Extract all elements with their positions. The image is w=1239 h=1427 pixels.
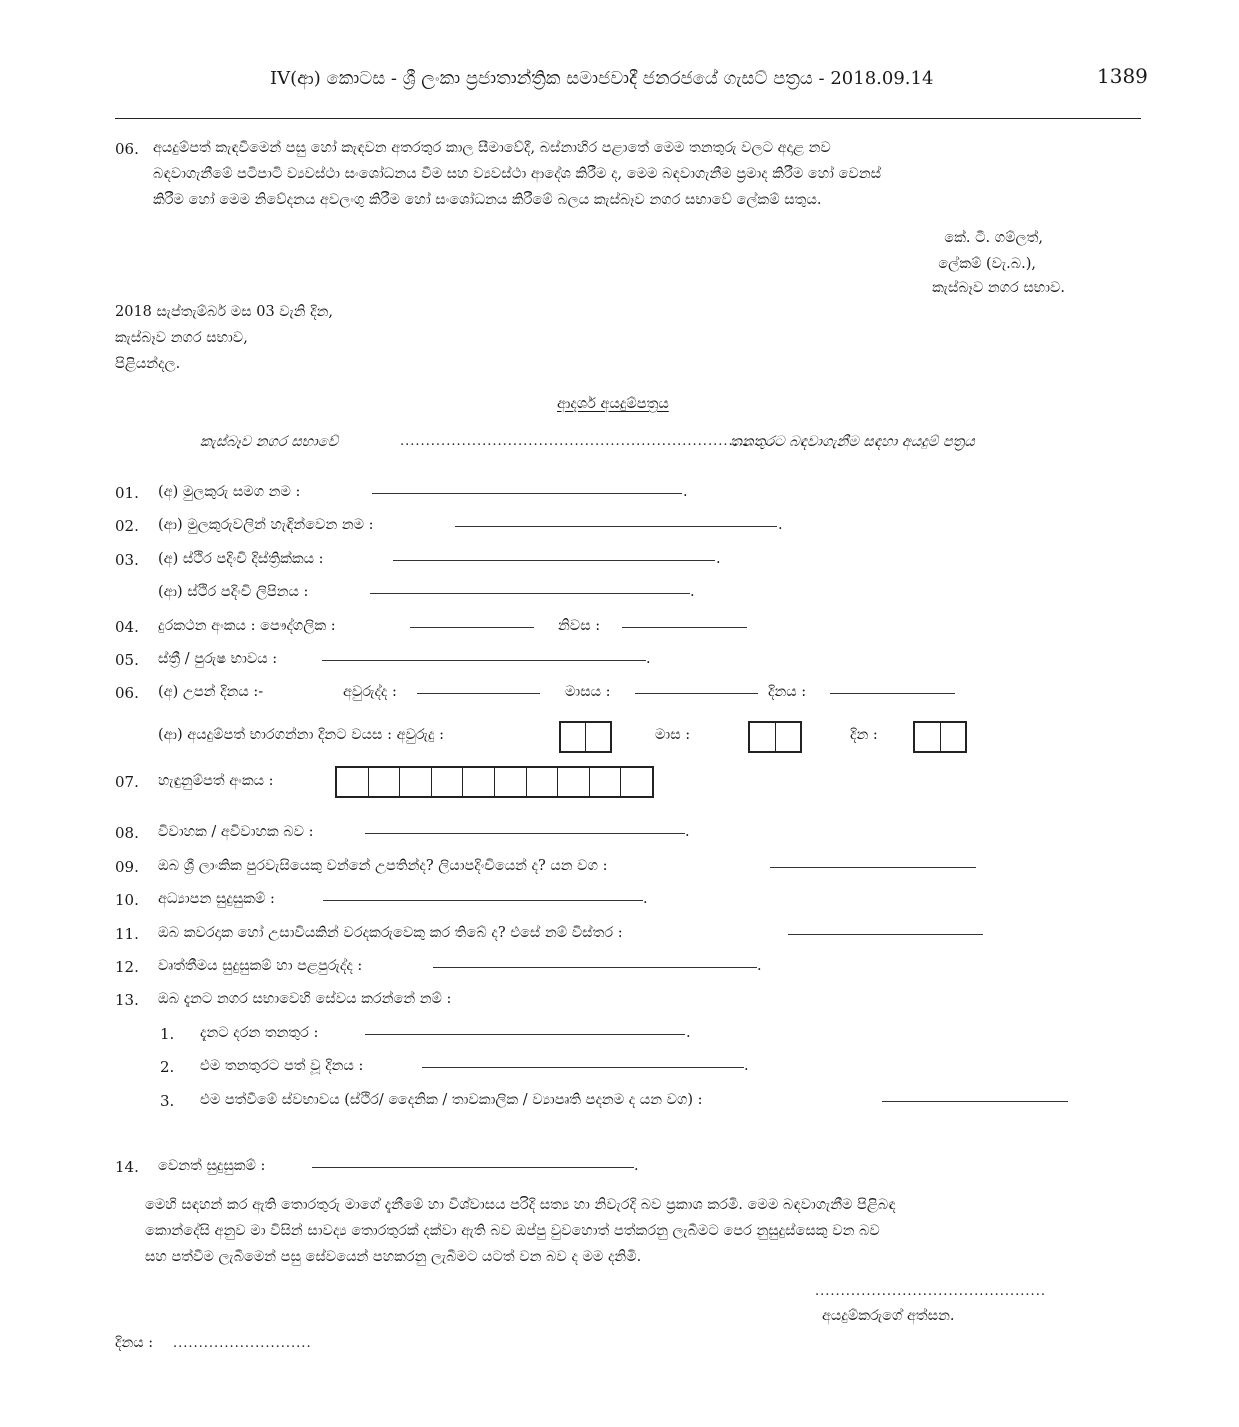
field-05-label: ස්ත්‍රී / පුරුෂ භාවය : xyxy=(158,651,278,667)
clause-06-text xyxy=(153,135,1143,213)
clause-06-number: 06. xyxy=(115,140,139,158)
field-06a-year-label: අවුරුද්ද : xyxy=(343,684,397,700)
field-12-line[interactable] xyxy=(433,967,757,968)
signatory-designation: ලේකම් (වැ.බ.), xyxy=(938,256,1036,272)
field-14-label: වෙනත් සුදුසුකම් : xyxy=(158,1158,266,1174)
field-03a-label: (අ) ස්ථිර පදිංචි දිස්ත්‍රික්කය : xyxy=(158,551,324,567)
field-11-line[interactable] xyxy=(788,934,983,935)
page-number: 1389 xyxy=(1097,64,1148,88)
field-04-personal-line[interactable] xyxy=(410,627,534,628)
clause-06-line: කිරීම හෝ මෙම නිවේදනය අවලංගු කිරීම හෝ සංශෝධනය කිරීමේ බලය කැස්බෑව නගර සභාවේ ලේකම් සතුය. xyxy=(153,192,822,208)
field-13-2-label: එම තනතුරට පත් වූ දිනය : xyxy=(200,1058,364,1074)
field-14-line[interactable] xyxy=(312,1167,634,1168)
form-subtitle-dots: .......................................................................... xyxy=(400,434,780,449)
field-05-number: 05. xyxy=(115,651,139,669)
field-06b-day-label: දින : xyxy=(850,727,878,743)
signatory-name: කේ. ටී. ගම්ලත්, xyxy=(944,230,1043,246)
field-13-1-number: 1. xyxy=(160,1025,175,1043)
signature-label: අයදුම්කරුගේ අත්සන. xyxy=(822,1308,955,1324)
field-06b-month-label: මාස : xyxy=(655,727,691,743)
field-09-line[interactable] xyxy=(770,867,976,868)
field-08-line[interactable] xyxy=(365,833,685,834)
issue-town: පිළියන්දල. xyxy=(115,356,181,372)
field-13-2-number: 2. xyxy=(160,1058,175,1076)
form-subtitle-right: තනතුරට බඳවාගැනීම සඳහා අයදුම් පත්‍රය xyxy=(730,434,975,450)
field-05-line[interactable] xyxy=(322,660,646,661)
declaration-text xyxy=(145,1192,1141,1270)
field-07-number: 07. xyxy=(115,773,139,791)
declaration-line: මෙහි සඳහන් කර ඇති තොරතුරු මාගේ දැනීමේ හා විශ්වාසය පරිදි සත්‍ය හා නිවැරදි බව ප්‍රකාශ කරමි. මෙම බඳවාගැනීම පිළිබඳ xyxy=(145,1197,896,1213)
field-13-3-line[interactable] xyxy=(882,1101,1068,1102)
gazette-header-title: IV(ආ) කොටස - ශ්‍රී ලංකා ප්‍රජාතාන්ත්‍රික සමාජවාදී ජනරජයේ ගැසට් පත්‍රය - 2018.09.14 xyxy=(270,68,934,89)
field-06a-label: (අ) උපන් දිනය :- xyxy=(158,684,264,700)
field-09-label: ඔබ ශ්‍රී ලාංකික පුරවැසියෙකු වන්නේ උපතින්ද? ලියාපදිංචියෙන් ද? යන වග : xyxy=(158,858,608,874)
field-06a-month-label: මාසය : xyxy=(565,684,611,700)
field-01-label: (අ) මුලකුරු සමග නම : xyxy=(158,484,301,500)
age-years-boxes[interactable] xyxy=(559,721,612,753)
age-months-boxes[interactable] xyxy=(748,721,802,753)
field-04-number: 04. xyxy=(115,618,139,636)
field-10-label: අධ්‍යාපන සුදුසුකම් : xyxy=(158,891,275,907)
field-09-number: 09. xyxy=(115,858,139,876)
field-04-label: දුරකථන අංකය : පෞද්ගලික : xyxy=(158,618,336,634)
field-02-number: 02. xyxy=(115,517,139,535)
field-13-number: 13. xyxy=(115,991,139,1009)
field-06-number: 06. xyxy=(115,684,139,702)
form-subtitle-left: කැස්බෑව නගර සභාවේ xyxy=(200,434,339,450)
age-days-boxes[interactable] xyxy=(913,721,967,753)
field-06a-day-line[interactable] xyxy=(830,693,955,694)
declaration-line: කොන්දේසි අනුව මා විසින් සාවද්‍ය තොරතුරක් දක්වා ඇති බව ඔප්පු වුවහොත් පත්කරනු ලැබීමට පෙර නුසුදුස්සෙකු වන බව xyxy=(145,1223,880,1239)
declaration-line: සහ පත්වීම ලැබීමෙන් පසු සේවයෙන් පහකරනු ලැබීමට යටත් වන බව ද මම දනිමි. xyxy=(145,1249,642,1265)
field-06a-day-label: දිනය : xyxy=(768,684,807,700)
field-03-number: 03. xyxy=(115,551,139,569)
field-11-number: 11. xyxy=(115,925,139,943)
date-dots[interactable]: ........................... xyxy=(173,1336,312,1351)
field-04-home-line[interactable] xyxy=(622,627,747,628)
field-11-label: ඔබ කවරදාක හෝ උසාවියකින් වරදකරුවෙකු කර තිබේ ද? එසේ නම් විස්තර : xyxy=(158,925,623,941)
field-13-1-label: දැනට දරන තනතුර : xyxy=(200,1025,319,1041)
clause-06-line: බඳවාගැනීමේ පටිපාටි ව්‍යවස්ථා සංශෝධනය වීම සහ ව්‍යවස්ථා ආදේශ කිරීම ද, මෙම බඳවාගැනීම ප්‍රමාද කිරීම හෝ වෙනස් xyxy=(153,166,882,182)
field-12-label: වෘත්තීමය සුදුසුකම් හා පළපුරුද්ද : xyxy=(158,958,363,974)
field-13-3-number: 3. xyxy=(160,1092,175,1110)
field-06a-year-line[interactable] xyxy=(417,693,540,694)
nic-number-boxes[interactable] xyxy=(335,766,654,798)
field-03b-label: (ආ) ස්ථිර පදිංචි ලිපිනය : xyxy=(158,584,309,600)
date-label: දිනය : xyxy=(115,1335,154,1351)
issue-office: කැස්බෑව නගර සභාව, xyxy=(115,330,248,346)
field-01-number: 01. xyxy=(115,484,139,502)
issue-date: 2018 සැප්තැම්බර් මස 03 වැනි දින, xyxy=(115,304,333,320)
field-13-1-line[interactable] xyxy=(365,1034,685,1035)
form-heading: ආදර්ශ අයදුම්පත්‍රය xyxy=(557,396,669,412)
field-03b-line[interactable] xyxy=(370,593,690,594)
field-13-2-line[interactable] xyxy=(422,1067,744,1068)
field-02-line[interactable] xyxy=(455,526,777,527)
signatory-office: කැස්බෑව නගර සභාව. xyxy=(932,280,1065,296)
field-03a-line[interactable] xyxy=(393,560,715,561)
field-06a-month-line[interactable] xyxy=(635,693,758,694)
field-02-label: (ආ) මුලකුරුවලින් හැඳින්වෙන නම : xyxy=(158,517,374,533)
field-10-line[interactable] xyxy=(323,900,643,901)
field-06b-label: (ආ) අයදුම්පත් භාරගන්නා දිනට වයස : අවුරුදු : xyxy=(158,727,444,743)
field-12-number: 12. xyxy=(115,958,139,976)
field-14-number: 14. xyxy=(115,1158,139,1176)
field-07-label: හැඳුනුම්පත් අංකය : xyxy=(158,773,274,789)
header-rule xyxy=(115,118,1141,119)
field-08-label: විවාහක / අවිවාහක බව : xyxy=(158,824,314,840)
field-10-number: 10. xyxy=(115,891,139,909)
field-01-line[interactable] xyxy=(372,493,682,494)
field-13-label: ඔබ දැනට නගර සභාවෙහි සේවය කරන්නේ නම් : xyxy=(158,991,452,1007)
field-08-number: 08. xyxy=(115,824,139,842)
field-13-3-label: එම පත්වීමේ ස්වභාවය (ස්ථිර/ දෛනික / තාවකාලික / ව්‍යාපෘති පදනම ද යන වග) : xyxy=(200,1092,703,1108)
signature-dots[interactable]: ............................................. xyxy=(815,1284,1046,1299)
field-04-home-label: නිවස : xyxy=(558,618,601,634)
clause-06-line: අයදුම්පත් කැඳවීමෙන් පසු හෝ කැඳවන අතරතුර කාල සීමාවේදී, බස්නාහිර පළාතේ මෙම තනතුරු වලට අදාළ නව xyxy=(153,140,831,156)
